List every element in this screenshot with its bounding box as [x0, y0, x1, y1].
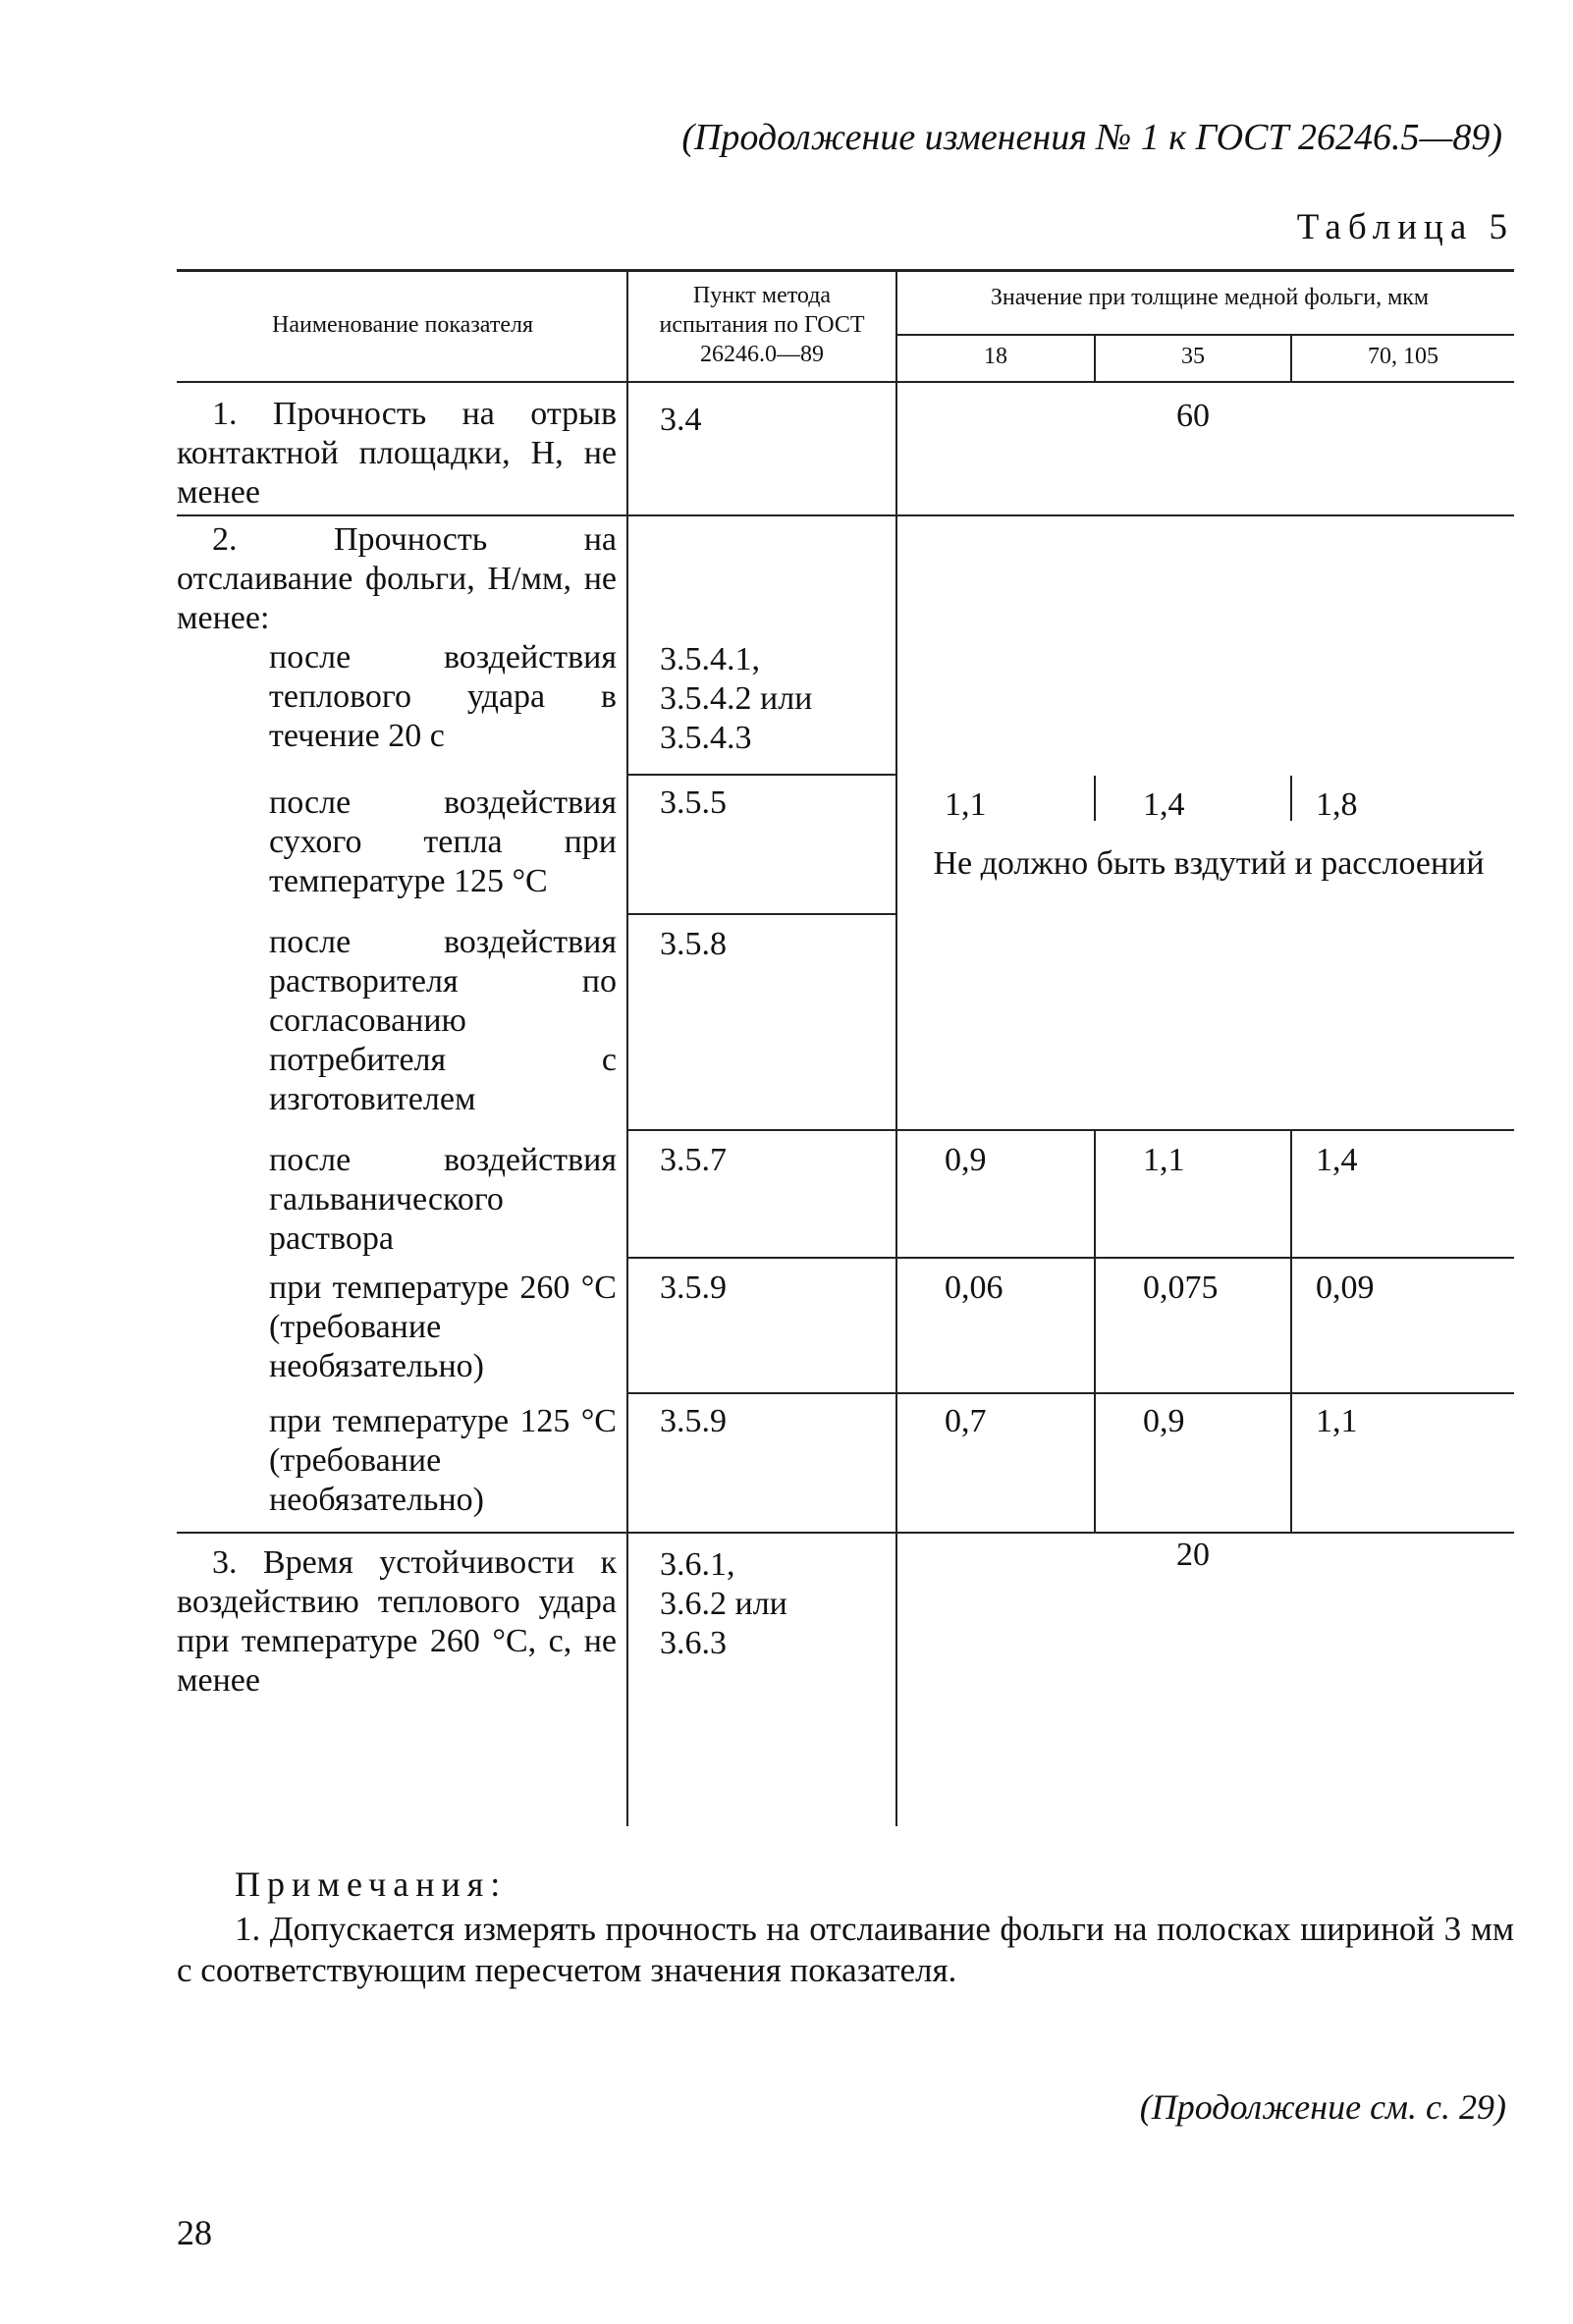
row2f-name: при температуре 125 °С (требование необязательно)	[269, 1403, 617, 1518]
row2e-value-18: 0,06	[945, 1270, 1003, 1306]
continuation-footer: (Продолжение см. с. 29)	[1139, 2087, 1506, 2127]
row3-name: 3. Время устойчивости к воздействию теплового удара при температуре 260 °С, с, не менее	[177, 1544, 617, 1699]
row3-method-line2: 3.6.2 или	[660, 1586, 787, 1622]
row2d-name: после воздействия гальванического раствора	[269, 1142, 617, 1257]
row2d-value-18: 0,9	[945, 1142, 987, 1178]
row1-name: 1. Прочность на отрыв контактной площадки, Н, не менее	[177, 396, 617, 511]
row2a-method-line2: 3.5.4.2 или	[660, 680, 813, 717]
row2-bottom-rule	[177, 1532, 1514, 1534]
row2a-method-line3: 3.5.4.3	[660, 720, 752, 756]
row2f-value-35: 0,9	[1143, 1403, 1185, 1439]
row2d-bottom-rule	[626, 1257, 1514, 1259]
row1-value: 60	[1176, 398, 1210, 434]
row2e-value-70: 0,09	[1316, 1270, 1375, 1306]
divider-tick-35	[1290, 776, 1292, 821]
header-bottom-rule	[177, 381, 1514, 383]
header-70-105: 70, 105	[1368, 344, 1438, 369]
running-header: (Продолжение изменения № 1 к ГОСТ 26246.5—89)	[681, 117, 1502, 158]
row2f-method: 3.5.9	[660, 1403, 727, 1439]
row2-name: 2. Прочность на отслаивание фольги, Н/мм, не менее:	[177, 521, 617, 636]
row3-value: 20	[1176, 1537, 1210, 1573]
row2bc-note: Не должно быть вздутий и расслоений	[933, 845, 1485, 882]
row2ab-value-18: 1,1	[945, 786, 987, 823]
row2a-method-rule	[626, 774, 895, 776]
row2d-value-70: 1,4	[1316, 1142, 1358, 1178]
header-method: Пункт метода испытания по ГОСТ 26246.0—89	[659, 283, 865, 367]
table-caption: Таблица 5	[1296, 207, 1514, 247]
table-top-rule	[177, 269, 1514, 272]
row2f-value-70: 1,1	[1316, 1403, 1358, 1439]
row2e-value-35: 0,075	[1143, 1270, 1219, 1306]
row2e-name: при температуре 260 °С (требование необязательно)	[269, 1270, 617, 1384]
row3-method-line3: 3.6.3	[660, 1625, 727, 1661]
header-35: 35	[1181, 344, 1205, 369]
row2f-value-18: 0,7	[945, 1403, 987, 1439]
row3-method-line1: 3.6.1,	[660, 1546, 735, 1583]
header-indicator: Наименование показателя	[272, 312, 533, 338]
row2c-name: после воздействия растворителя по согласованию потребителя с изготовителем	[269, 924, 617, 1117]
row2e-bottom-rule	[626, 1392, 1514, 1394]
row2c-method: 3.5.8	[660, 926, 727, 962]
row2b-method-rule	[626, 913, 895, 915]
notes-title: Примечания:	[235, 1865, 508, 1904]
col-divider-name	[626, 269, 628, 1826]
header-18: 18	[984, 344, 1007, 369]
row2c-bottom-rule	[626, 1129, 1514, 1131]
note-1: 1. Допускается измерять прочность на отслаивание фольги на полосках шириной 3 мм с соответствующим пересчетом значения показателя.	[177, 1910, 1514, 1989]
row1-method: 3.4	[660, 402, 702, 438]
row2d-value-35: 1,1	[1143, 1142, 1185, 1178]
subheader-rule	[895, 334, 1514, 336]
row2e-method: 3.5.9	[660, 1270, 727, 1306]
col-divider-18-body	[1094, 1129, 1096, 1532]
header-value: Значение при толщине медной фольги, мкм	[990, 285, 1430, 310]
row2a-method-line1: 3.5.4.1,	[660, 641, 760, 677]
page-number: 28	[177, 2213, 212, 2252]
row2b-method: 3.5.5	[660, 784, 727, 821]
row2ab-value-70: 1,8	[1316, 786, 1358, 823]
col-divider-35-body	[1290, 1129, 1292, 1532]
row2ab-value-35: 1,4	[1143, 786, 1185, 823]
col-divider-method	[895, 269, 897, 1826]
row2b-name: после воздействия сухого тепла при температуре 125 °С	[269, 784, 617, 899]
divider-tick-18	[1094, 776, 1096, 821]
specs-table	[177, 269, 1514, 1826]
row2a-name: после воздействия теплового удара в течение 20 с	[269, 639, 617, 754]
row1-bottom-rule	[177, 514, 1514, 516]
row2d-method: 3.5.7	[660, 1142, 727, 1178]
